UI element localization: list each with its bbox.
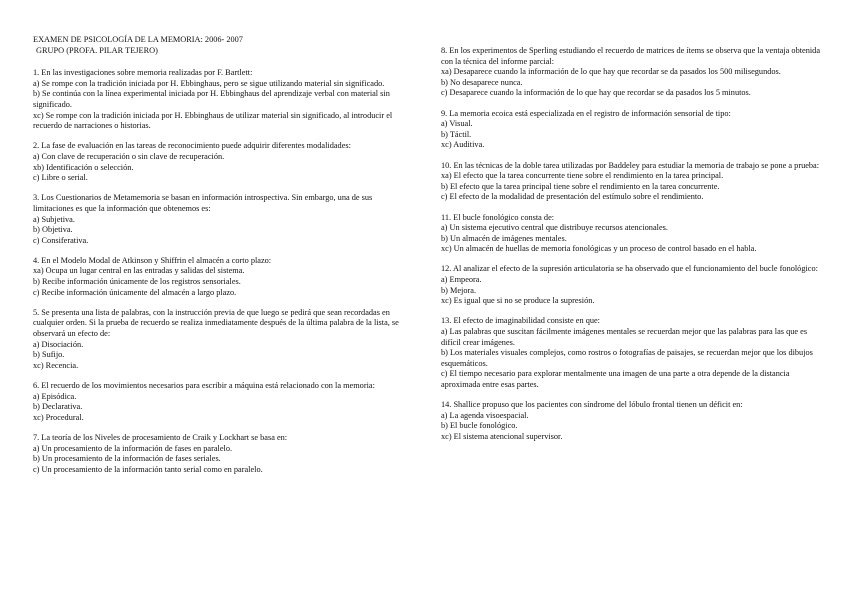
question-block bbox=[33, 308, 413, 372]
answer-option: b) Los materiales visuales complejos, como rostros o fotografías de paisajes, se recuerdan mejor que los dibujos esquemáticos. bbox=[441, 348, 813, 368]
exam-title: EXAMEN DE PSICOLOGÍA DE LA MEMORIA: 2006- 2007 bbox=[33, 35, 243, 44]
answer-option: a) Episódica. bbox=[33, 391, 77, 401]
answer-option: c) Consiferativa. bbox=[33, 235, 89, 245]
question-text: 9. La memoria ecoica está especializada en el registro de información sensorial de tipo: bbox=[441, 108, 731, 118]
question-block bbox=[33, 193, 413, 246]
question-text: 10. En las técnicas de la doble tarea utilizadas por Baddeley para estudiar la memoria de trabajo se pone a prueba: bbox=[441, 160, 820, 170]
question-text: 2. La fase de evaluación en las tareas de reconocimiento puede adquirir diferentes modalidades: bbox=[33, 141, 351, 151]
answer-option: b) Recibe información únicamente de los registros sensoriales. bbox=[33, 277, 241, 287]
question-block bbox=[441, 213, 821, 255]
question-text: 13. El efecto de imaginabilidad consiste en que: bbox=[441, 316, 600, 326]
question-block bbox=[441, 400, 821, 442]
question-text: 12. Al analizar el efecto de la supresión articulatoria se ha observado que el funcionamiento del bucle fonológico: bbox=[441, 264, 818, 274]
answer-option: b) Un procesamiento de la información de fases seriales. bbox=[33, 454, 221, 464]
answer-option: xc) Un almacén de huellas de memoria fonológicas y un proceso de control basado en el habla. bbox=[441, 244, 757, 254]
question-text: 8. En los experimentos de Sperling estudiando el recuerdo de matrices de ítems se observa que la ventaja obtenida con la técnica del informe parcial: bbox=[441, 46, 820, 66]
answer-option: xa) Desaparece cuando la información de lo que hay que recordar se da pasados los 500 milisegundos. bbox=[441, 67, 781, 77]
question-block bbox=[33, 256, 413, 298]
answer-option: a) Un procesamiento de la información de fases en paralelo. bbox=[33, 443, 233, 453]
question-text: 3. Los Cuestionarios de Metamemoria se basan en información introspectiva. Sin embargo, una de sus limitaciones es que la información que obtenemos es: bbox=[33, 193, 373, 213]
question-block bbox=[441, 316, 821, 390]
left-column bbox=[33, 35, 413, 485]
answer-option: b) Táctil. bbox=[441, 129, 472, 139]
answer-option: xb) Identificación o selección. bbox=[33, 162, 134, 172]
answer-option: xa) Ocupa un lugar central en las entradas y salidas del sistema. bbox=[33, 266, 245, 276]
answer-option: c) Recibe información únicamente del almacén a largo plazo. bbox=[33, 287, 237, 297]
question-block bbox=[441, 264, 821, 306]
answer-option: xa) El efecto que la tarea concurrente tiene sobre el rendimiento en la tarea principal. bbox=[441, 171, 724, 181]
question-text: 1. En las investigaciones sobre memoria realizadas por F. Bartlett: bbox=[33, 68, 253, 78]
right-column bbox=[441, 46, 821, 452]
answer-option: b) Declarativa. bbox=[33, 402, 83, 412]
answer-option: xc) Recencia. bbox=[33, 360, 79, 370]
answer-option: c) Desaparece cuando la información de lo que hay que recordar se da pasados los 5 minutos. bbox=[441, 88, 751, 98]
answer-option: a) Disociación. bbox=[33, 339, 84, 349]
question-block bbox=[33, 141, 413, 183]
question-text: 7. La teoría de los Niveles de procesamiento de Craik y Lockhart se basa en: bbox=[33, 432, 288, 442]
question-text: 11. El bucle fonológico consta de: bbox=[441, 212, 555, 222]
answer-option: b) Se continúa con la línea experimental iniciada por H. Ebbinghaus del aprendizaje verbal con material sin significado. bbox=[33, 89, 390, 109]
answer-option: c) El tiempo necesario para explorar mentalmente una imagen de una parte a otra depende de la distancia aproximada entre esas partes. bbox=[441, 369, 790, 389]
question-block bbox=[441, 109, 821, 151]
left-question-list bbox=[33, 68, 413, 475]
answer-option: b) Objetiva. bbox=[33, 225, 73, 235]
answer-option: a) Empeora. bbox=[441, 275, 482, 285]
question-block bbox=[33, 433, 413, 475]
question-text: 14. Shallice propuso que los pacientes con síndrome del lóbulo frontal tienen un déficit en: bbox=[441, 400, 743, 410]
answer-option: xc) El sistema atencional supervisor. bbox=[441, 431, 563, 441]
question-block bbox=[33, 381, 413, 423]
answer-option: c) Libre o serial. bbox=[33, 173, 88, 183]
answer-option: a) Se rompe con la tradición iniciada por H. Ebbinghaus, pero se sigue utilizando material sin significado. bbox=[33, 78, 385, 88]
answer-option: a) Con clave de recuperación o sin clave de recuperación. bbox=[33, 151, 225, 161]
answer-option: b) El bucle fonológico. bbox=[441, 421, 518, 431]
answer-option: b) No desaparece nunca. bbox=[441, 77, 523, 87]
answer-option: b) Un almacén de imágenes mentales. bbox=[441, 233, 567, 243]
answer-option: xc) Es igual que si no se produce la supresión. bbox=[441, 296, 595, 306]
exam-header bbox=[33, 35, 413, 56]
question-text: 5. Se presenta una lista de palabras, con la instrucción previa de que luego se pedirá que sean recordadas en cualquier orden. Si la prueba de recuerdo se realiza inmediatamente después de la última palabra de la lista, se observará un efecto de: bbox=[33, 307, 399, 339]
answer-option: xc) Se rompe con la tradición iniciada por H. Ebbinghaus de utilizar material sin significado, al introducir el recuerdo de narraciones o historias. bbox=[33, 110, 393, 131]
answer-option: b) Mejora. bbox=[441, 285, 477, 295]
answer-option: b) Sufijo. bbox=[33, 350, 65, 360]
answer-option: a) La agenda visoespacial. bbox=[441, 410, 529, 420]
question-text: 6. El recuerdo de los movimientos necesarios para escribir a máquina está relacionado con la memoria: bbox=[33, 381, 375, 390]
answer-option: a) Las palabras que suscitan fácilmente imágenes mentales se recuerdan mejor que las palabras para las que es difícil crear imágenes. bbox=[441, 327, 808, 347]
answer-option: xc) Procedural. bbox=[33, 412, 84, 422]
answer-option: b) El efecto que la tarea principal tiene sobre el rendimiento en la tarea concurrente. bbox=[441, 181, 720, 191]
question-block bbox=[441, 46, 821, 99]
exam-group: GRUPO (PROFA. PILAR TEJERO) bbox=[36, 45, 158, 55]
answer-option: c) Un procesamiento de la información tanto serial como en paralelo. bbox=[33, 464, 263, 474]
question-block bbox=[441, 161, 821, 203]
answer-option: a) Un sistema ejecutivo central que distribuye recursos atencionales. bbox=[441, 223, 668, 233]
question-block bbox=[33, 68, 413, 132]
right-question-list bbox=[441, 46, 821, 443]
answer-option: a) Subjetiva. bbox=[33, 214, 75, 224]
answer-option: a) Visual. bbox=[441, 119, 473, 129]
answer-option: c) El efecto de la modalidad de presentación del estímulo sobre el rendimiento. bbox=[441, 192, 704, 202]
question-text: 4. En el Modelo Modal de Atkinson y Shiffrin el almacén a corto plazo: bbox=[33, 255, 272, 265]
answer-option: xc) Auditiva. bbox=[441, 140, 485, 150]
